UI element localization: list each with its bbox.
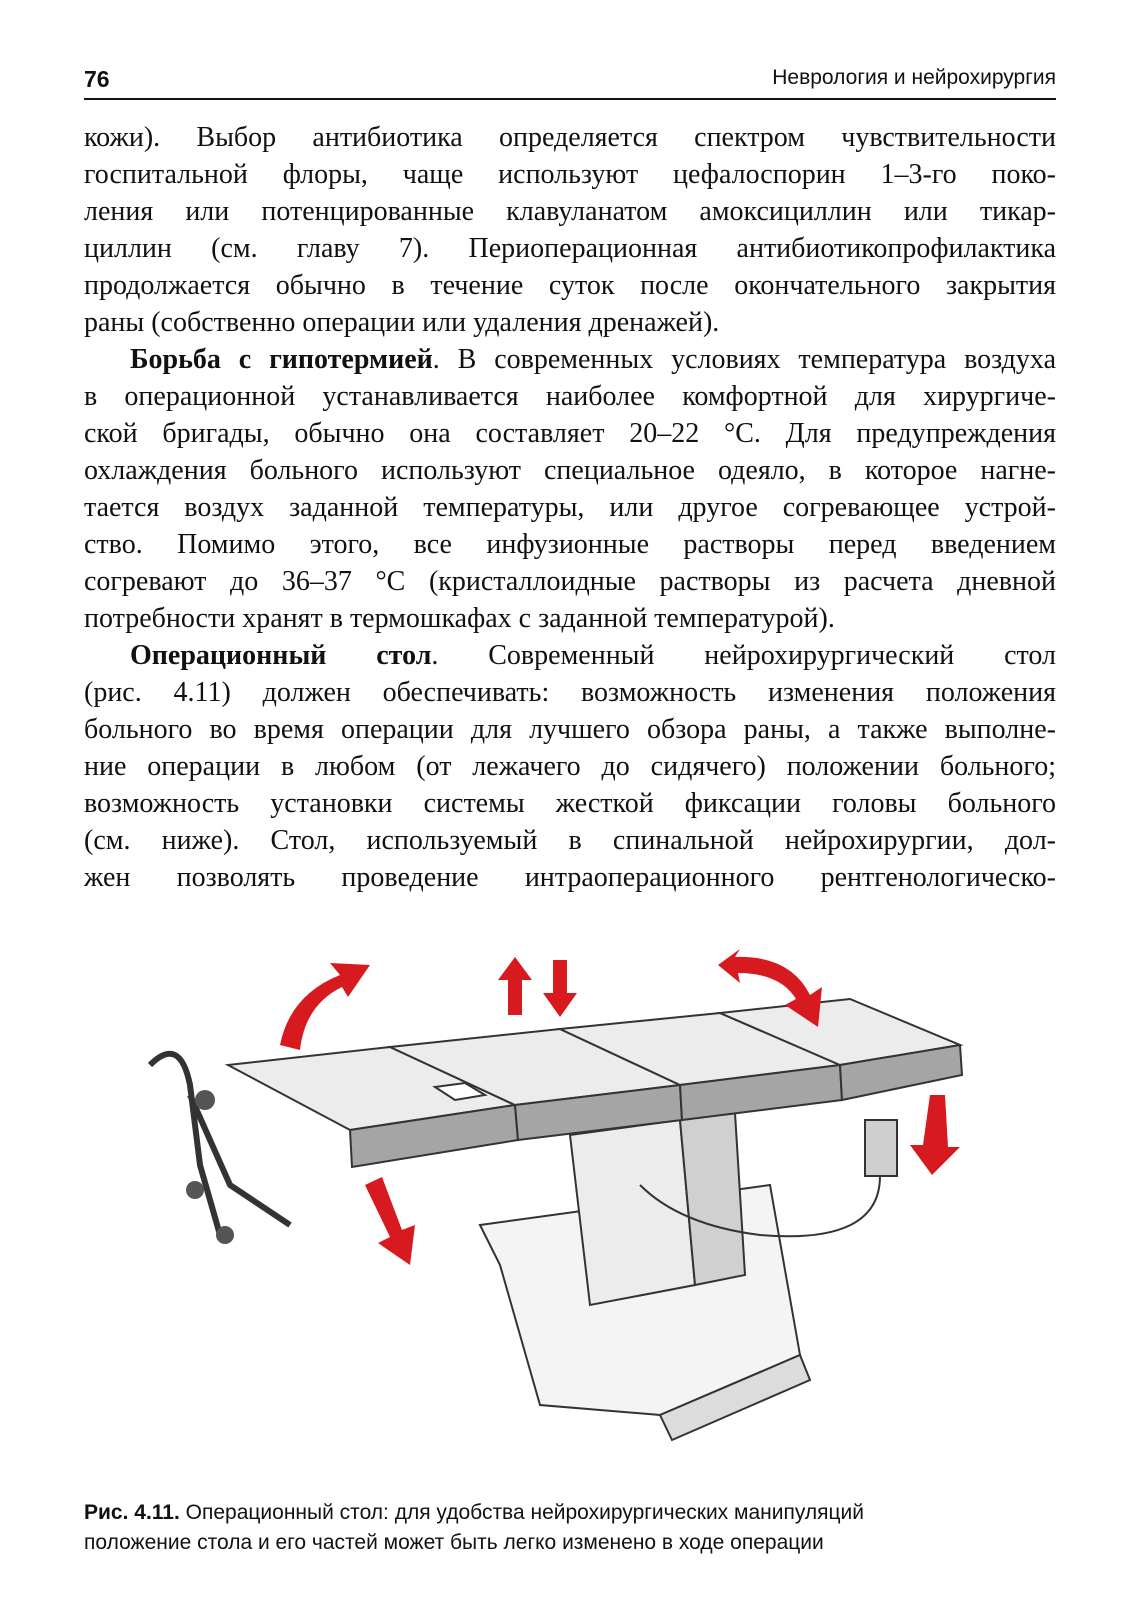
joint-knob <box>195 1090 215 1110</box>
text-line: продолжается обычно в течение суток после окончательного закрытия <box>84 270 1056 301</box>
text-line: госпитальной флоры, чаще используют цефалоспорин 1–3-го поко- <box>84 159 1056 190</box>
text-line: тается воздух заданной температуры, или другое согревающее устрой- <box>84 492 1056 523</box>
text-line: циллин (см. главу 7). Периоперационная антибиотикопрофилактика <box>84 233 1056 264</box>
heading-hypothermia: Борьба с гипотермией <box>130 344 433 375</box>
joint-knob <box>216 1226 234 1244</box>
text-line: больного во время операции для лучшего обзора раны, а также выполне- <box>84 714 1056 745</box>
caption-label: Рис. 4.11. <box>84 1501 180 1524</box>
text-line: потребности хранят в термошкафах с заданной температурой). <box>84 603 835 634</box>
text-line: жен позволять проведение интраоперационного рентгенологическо- <box>84 862 1056 893</box>
figure-caption <box>84 1498 1056 1558</box>
paragraph-hypothermia-first-line <box>84 341 1056 378</box>
remote-control <box>865 1120 897 1176</box>
text-line: охлаждения больного используют специальное одеяло, в которое нагне- <box>84 455 1056 486</box>
text-line: (см. ниже). Стол, используемый в спинальной нейрохирургии, дол- <box>84 825 1056 856</box>
arrow-legs-down <box>910 1095 960 1175</box>
heading-operating-table: Операционный стол <box>130 640 432 671</box>
text-line: кожи). Выбор антибиотика определяется спектром чувствительности <box>84 122 1056 153</box>
caption-text: Операционный стол: для удобства нейрохирургических манипуляций <box>179 1501 864 1524</box>
operating-table-illustration <box>120 935 1020 1475</box>
caption-line: положение стола и его частей может быть легко изменено в ходе операции <box>84 1531 824 1554</box>
text-run: . Современный нейрохирургический стол <box>431 640 1057 671</box>
body-text <box>84 119 1056 896</box>
text-line: согревают до 36–37 °С (кристаллоидные растворы из расчета дневной <box>84 566 1056 597</box>
arrow-height-up <box>498 957 532 1015</box>
running-header <box>84 66 1056 100</box>
joint-knob <box>186 1181 204 1199</box>
arrow-head-down <box>365 1177 415 1265</box>
running-title: Неврология и нейрохирургия <box>772 66 1056 89</box>
arrow-head-tilt-up <box>280 963 370 1050</box>
caption-line <box>84 1498 1056 1528</box>
text-run: . В современных условиях температура воздуха <box>432 344 1056 375</box>
text-line: раны (собственно операции или удаления дренажей). <box>84 307 720 338</box>
text-line: (рис. 4.11) должен обеспечивать: возможность изменения положения <box>84 677 1056 708</box>
text-line: ние операции в любом (от лежачего до сидячего) положении больного; <box>84 751 1056 782</box>
text-line: возможность установки системы жесткой фиксации головы больного <box>84 788 1056 819</box>
text-line: ской бригады, обычно она составляет 20–22 °С. Для предупреждения <box>84 418 1056 449</box>
table-column <box>570 1120 695 1305</box>
text-line: ления или потенцированные клавуланатом амоксициллин или тикар- <box>84 196 1056 227</box>
text-line: ство. Помимо этого, все инфузионные растворы перед введением <box>84 529 1056 560</box>
arrow-height-down <box>543 960 577 1017</box>
page-number: 76 <box>84 66 110 92</box>
text-line: в операционной устанавливается наиболее комфортной для хирургиче- <box>84 381 1056 412</box>
paragraph-table-first-line <box>84 637 1056 674</box>
